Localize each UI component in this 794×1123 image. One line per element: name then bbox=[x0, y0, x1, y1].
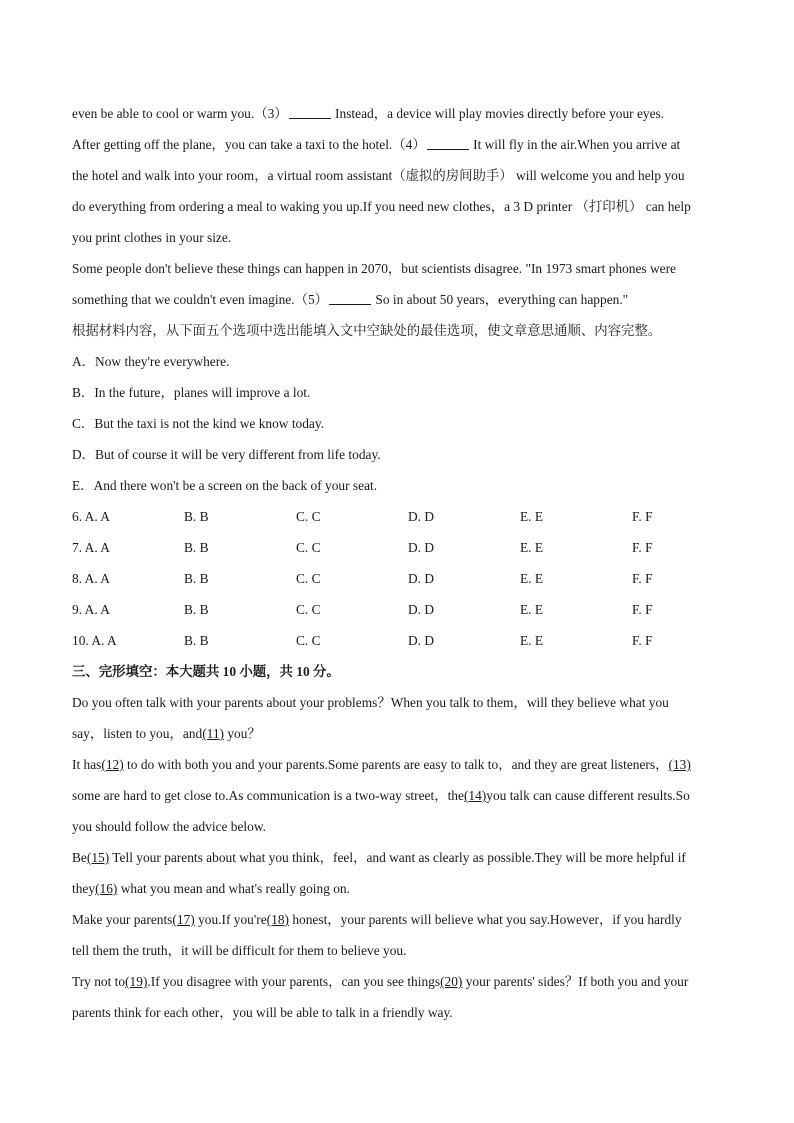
text-line: parents think for each other，you will be able to talk in a friendly way. bbox=[72, 1005, 453, 1020]
text-line: tell them the truth，it will be difficult for them to believe you. bbox=[72, 943, 407, 958]
blank-number-12: (12) bbox=[101, 757, 124, 772]
choice-c: C．But the taxi is not the kind we know today. bbox=[72, 416, 325, 431]
option-c[interactable]: C. C bbox=[296, 509, 321, 524]
option-b[interactable]: B. B bbox=[184, 571, 209, 586]
answer-blank-5 bbox=[329, 290, 371, 305]
option-f[interactable]: F. F bbox=[632, 540, 653, 555]
choice-d: D．But of course it will be very different from life today. bbox=[72, 447, 381, 462]
option-d[interactable]: D. D bbox=[408, 540, 435, 555]
answer-row bbox=[72, 563, 732, 594]
text-line: you print clothes in your size. bbox=[72, 230, 232, 245]
blank-number-20: (20) bbox=[440, 974, 463, 989]
option-f[interactable]: F. F bbox=[632, 633, 653, 648]
blank-number-11: (11) bbox=[202, 726, 224, 741]
answer-row bbox=[72, 594, 732, 625]
option-e[interactable]: E. E bbox=[520, 540, 544, 555]
option-d[interactable]: D. D bbox=[408, 509, 435, 524]
answer-row bbox=[72, 532, 732, 563]
option-d[interactable]: D. D bbox=[408, 602, 435, 617]
option-d[interactable]: D. D bbox=[408, 571, 435, 586]
text-line: Make your parents(17) you.If you're(18) honest，your parents will believe what you say.However，if you hardly bbox=[72, 912, 682, 927]
option-b[interactable]: B. B bbox=[184, 540, 209, 555]
option-f[interactable]: F. F bbox=[632, 602, 653, 617]
blank-number-18: (18) bbox=[266, 912, 289, 927]
blank-number-19: (19) bbox=[125, 974, 148, 989]
option-f[interactable]: F. F bbox=[632, 571, 653, 586]
text-line: even be able to cool or warm you.（3） Instead，a device will play movies directly before your eyes. bbox=[72, 106, 665, 121]
text-line: do everything from ordering a meal to waking you up.If you need new clothes，a 3 D printer （打印机） can help bbox=[72, 199, 691, 214]
document-page bbox=[72, 98, 732, 1028]
option-b[interactable]: B. B bbox=[184, 509, 209, 524]
option-d[interactable]: D. D bbox=[408, 633, 435, 648]
blank-number-16: (16) bbox=[95, 881, 118, 896]
text-line: they(16) what you mean and what's really going on. bbox=[72, 881, 350, 896]
option-a[interactable]: 7. A. A bbox=[72, 540, 110, 555]
answer-blank-4 bbox=[427, 135, 469, 150]
option-b[interactable]: B. B bbox=[184, 602, 209, 617]
option-c[interactable]: C. C bbox=[296, 540, 321, 555]
option-e[interactable]: E. E bbox=[520, 509, 544, 524]
option-a[interactable]: 6. A. A bbox=[72, 509, 110, 524]
text-line: the hotel and walk into your room，a virtual room assistant（虚拟的房间助手） will welcome you and help you bbox=[72, 168, 685, 183]
text-line: something that we couldn't even imagine.（5） So in about 50 years，everything can happen." bbox=[72, 292, 629, 307]
option-e[interactable]: E. E bbox=[520, 633, 544, 648]
option-f[interactable]: F. F bbox=[632, 509, 653, 524]
option-b[interactable]: B. B bbox=[184, 633, 209, 648]
answer-blank-3 bbox=[289, 104, 331, 119]
option-a[interactable]: 10. A. A bbox=[72, 633, 117, 648]
text-line: Do you often talk with your parents about your problems？When you talk to them，will they believe what you bbox=[72, 695, 669, 710]
text-line: say，listen to you，and(11) you？ bbox=[72, 726, 261, 741]
text-line: After getting off the plane，you can take a taxi to the hotel.（4） It will fly in the air.When you arrive at bbox=[72, 137, 681, 152]
blank-number-14: (14) bbox=[463, 788, 487, 803]
option-c[interactable]: C. C bbox=[296, 633, 321, 648]
option-a[interactable]: 8. A. A bbox=[72, 571, 110, 586]
answer-row bbox=[72, 625, 732, 656]
option-e[interactable]: E. E bbox=[520, 571, 544, 586]
option-e[interactable]: E. E bbox=[520, 602, 544, 617]
choice-a: A．Now they're everywhere. bbox=[72, 354, 230, 369]
blank-number-15: (15) bbox=[86, 850, 110, 865]
text-line: It has(12) to do with both you and your parents.Some parents are easy to talk to，and they are great listeners，(13) bbox=[72, 757, 691, 772]
blank-number-13: (13) bbox=[668, 757, 691, 772]
text-line: Try not to(19).If you disagree with your parents，can you see things(20) your parents' sides？If both you and your bbox=[72, 974, 689, 989]
text-line: you should follow the advice below. bbox=[72, 819, 267, 834]
option-a[interactable]: 9. A. A bbox=[72, 602, 110, 617]
text-line: Be(15) Tell your parents about what you think，feel，and want as clearly as possible.They will be more helpful if bbox=[72, 850, 686, 865]
choice-e: E．And there won't be a screen on the back of your seat. bbox=[72, 478, 378, 493]
option-c[interactable]: C. C bbox=[296, 602, 321, 617]
option-c[interactable]: C. C bbox=[296, 571, 321, 586]
blank-number-17: (17) bbox=[172, 912, 195, 927]
text-line: some are hard to get close to.As communication is a two-way street，the(14)you talk can cause different results.So bbox=[72, 788, 690, 803]
answer-row bbox=[72, 501, 732, 532]
section-heading: 三、完形填空：本大题共 10 小题，共 10 分。 bbox=[72, 664, 340, 679]
choice-b: B．In the future，planes will improve a lot. bbox=[72, 385, 311, 400]
instruction: 根据材料内容，从下面五个选项中选出能填入文中空缺处的最佳选项，使文章意思通顺、内容完整。 bbox=[72, 323, 662, 338]
text-line: Some people don't believe these things can happen in 2070，but scientists disagree. "In 1973 smart phones were bbox=[72, 261, 676, 276]
